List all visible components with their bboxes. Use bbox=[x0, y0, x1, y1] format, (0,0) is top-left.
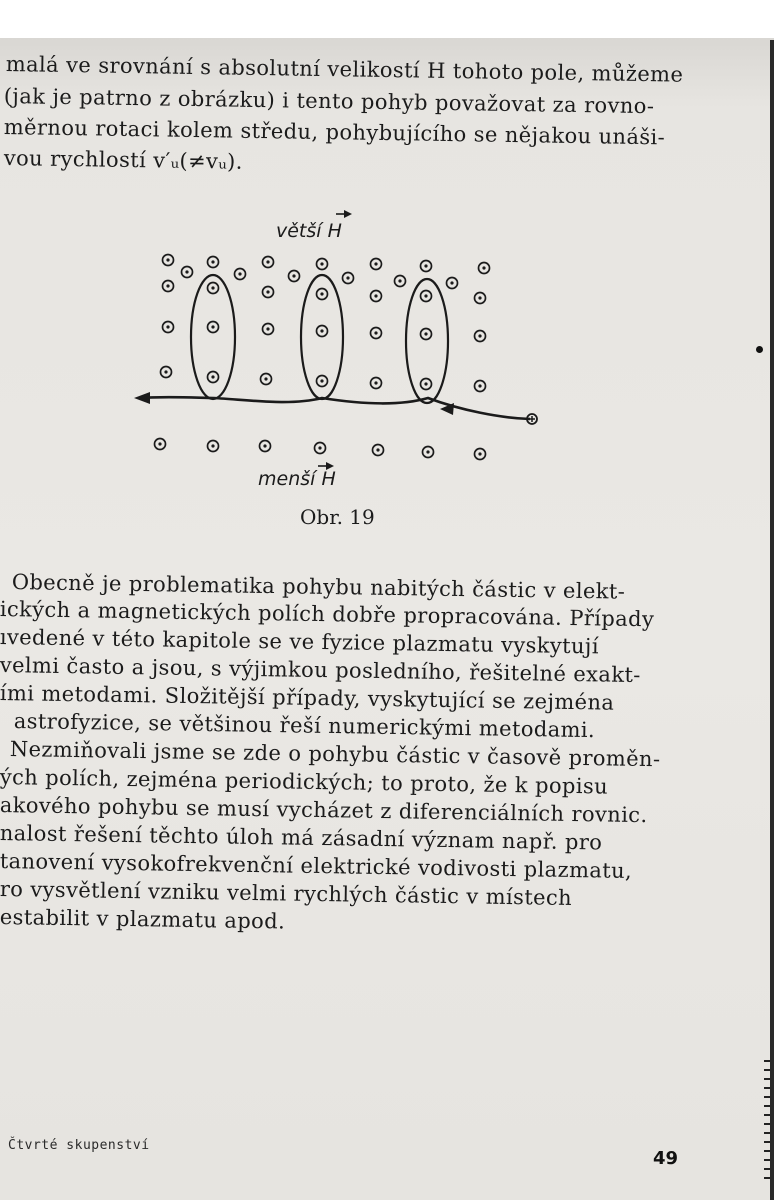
field-dot-center bbox=[211, 286, 214, 289]
field-dot-center bbox=[450, 281, 453, 284]
text-line: vou rychlostí v′ᵤ(≠vᵤ). bbox=[3, 146, 243, 174]
page-edge-lines bbox=[764, 1060, 770, 1180]
text-line: Nezmiňovali jsme se zde o pohybu částic v časově proměn- bbox=[9, 737, 661, 772]
field-dot-center bbox=[266, 260, 269, 263]
field-dot-center bbox=[346, 276, 349, 279]
field-dot-center bbox=[166, 258, 169, 261]
field-dot-center bbox=[398, 279, 401, 282]
field-dot-center bbox=[266, 327, 269, 330]
field-dot-center bbox=[424, 264, 427, 267]
text-line: ro vysvětlení vzniku velmi rychlých částic v místech bbox=[0, 877, 573, 910]
field-dot-center bbox=[166, 325, 169, 328]
field-dot-center bbox=[238, 272, 241, 275]
trajectory-arrow bbox=[134, 392, 150, 404]
text-line: tanovení vysokofrekvenční elektrické vodivosti plazmatu, bbox=[0, 849, 633, 883]
field-dot-center bbox=[424, 382, 427, 385]
page-number: 49 bbox=[653, 1148, 679, 1169]
field-dot-center bbox=[211, 325, 214, 328]
text-line: ıvedené v této kapitole se ve fyzice plazmatu vyskytují bbox=[0, 625, 600, 659]
field-dot-center bbox=[320, 379, 323, 382]
label-weaker-field: menší H bbox=[258, 468, 336, 490]
field-dot-center bbox=[478, 384, 481, 387]
field-dot-grid bbox=[155, 255, 490, 460]
field-dot-center bbox=[318, 446, 321, 449]
figure-caption: Obr. 19 bbox=[300, 505, 375, 529]
field-dot-center bbox=[166, 284, 169, 287]
field-dot-center bbox=[482, 266, 485, 269]
field-dot-center bbox=[374, 331, 377, 334]
text-line: ých polích, zejména periodických; to proto, že k popisu bbox=[0, 765, 609, 799]
field-dot-center bbox=[211, 375, 214, 378]
field-dot-center bbox=[211, 444, 214, 447]
field-dot-center bbox=[320, 329, 323, 332]
field-dot-center bbox=[264, 377, 267, 380]
field-dot-center bbox=[478, 334, 481, 337]
field-dot-center bbox=[266, 290, 269, 293]
text-line: malá ve srovnání s absolutní velikostí H tohoto pole, můžeme bbox=[5, 52, 684, 87]
field-dot-center bbox=[424, 294, 427, 297]
field-dot-center bbox=[424, 332, 427, 335]
footer-book-title: Čtvrté skupenství bbox=[8, 1138, 150, 1153]
text-line: astrofyzice, se většinou řeší numerickými metodami. bbox=[13, 709, 596, 743]
field-dot-center bbox=[374, 294, 377, 297]
field-dot-center bbox=[320, 292, 323, 295]
field-dot-center bbox=[263, 444, 266, 447]
drift-trajectory bbox=[138, 397, 530, 419]
figure-19 bbox=[0, 0, 774, 540]
text-line: estabilit v plazmatu apod. bbox=[0, 905, 286, 934]
field-dot-center bbox=[320, 262, 323, 265]
field-dot-center bbox=[292, 274, 295, 277]
field-dot-center bbox=[374, 262, 377, 265]
field-dot-center bbox=[374, 381, 377, 384]
text-line: ími metodami. Složitější případy, vyskytující se zejména bbox=[0, 681, 615, 715]
text-line: akového pohybu se musí vycházet z diferenciálních rovnic. bbox=[0, 793, 648, 828]
text-line: ických a magnetických polích dobře propracována. Případy bbox=[0, 597, 655, 632]
text-line: měrnou rotaci kolem středu, pohybujícího se nějakou unáši- bbox=[3, 115, 666, 150]
field-dot-center bbox=[185, 270, 188, 273]
text-line: nalost řešení těchto úloh má zásadní význam např. pro bbox=[0, 821, 603, 855]
field-dot-center bbox=[376, 448, 379, 451]
field-dot-center bbox=[426, 450, 429, 453]
field-dot-center bbox=[478, 296, 481, 299]
text-line: (jak je patrno z obrázku) i tento pohyb považovat za rovno- bbox=[3, 84, 655, 119]
text-line: Obecně je problematika pohybu nabitých částic v elekt- bbox=[11, 570, 626, 604]
field-dot-center bbox=[211, 260, 214, 263]
label-stronger-field: větší H bbox=[276, 220, 342, 242]
text-line: velmi často a jsou, s výjimkou posledního, řešitelné exakt- bbox=[0, 653, 641, 688]
field-dot-center bbox=[478, 452, 481, 455]
field-dot-center bbox=[158, 442, 161, 445]
field-dot-center bbox=[164, 370, 167, 373]
